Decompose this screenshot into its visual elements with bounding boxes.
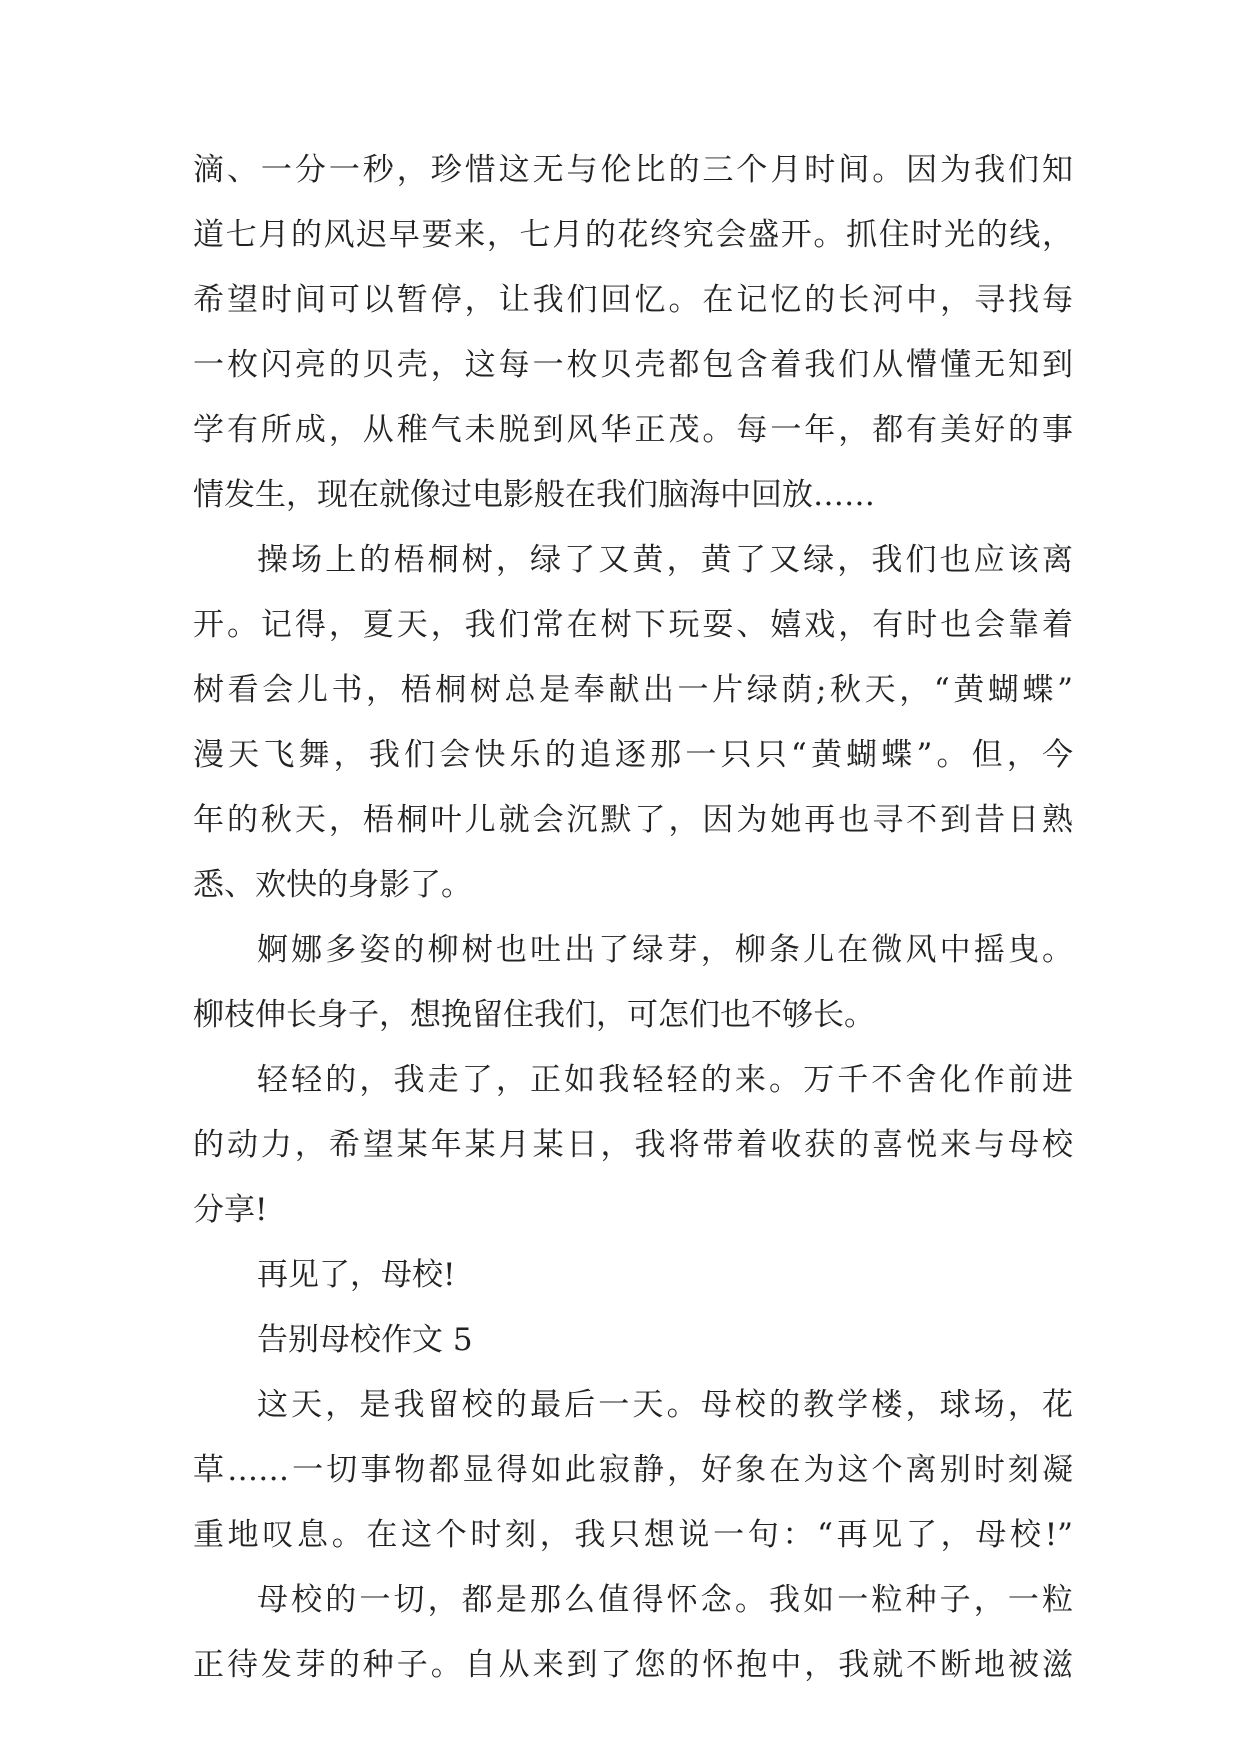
text-line: 的动力，希望某年某月某日，我将带着收获的喜悦来与母校 [193, 1127, 1073, 1163]
text-line: 滴、一分一秒，珍惜这无与伦比的三个月时间。因为我们知 [193, 152, 1073, 188]
text-line: 树看会儿书，梧桐树总是奉献出一片绿荫;秋天，“黄蝴蝶” [193, 672, 1073, 708]
text-line: 漫天飞舞，我们会快乐的追逐那一只只“黄蝴蝶”。但，今 [193, 737, 1073, 773]
text-line: 分享! [193, 1192, 268, 1228]
text-line: 重地叹息。在这个时刻，我只想说一句：“再见了，母校!” [193, 1517, 1073, 1553]
text-line: 一枚闪亮的贝壳，这每一枚贝壳都包含着我们从懵懂无知到 [193, 347, 1073, 383]
text-line: 婀娜多姿的柳树也吐出了绿芽，柳条儿在微风中摇曳。 [257, 932, 1073, 968]
text-line: 悉、欢快的身影了。 [193, 867, 472, 903]
text-line: 母校的一切，都是那么值得怀念。我如一粒种子，一粒 [257, 1582, 1073, 1618]
text-line: 情发生，现在就像过电影般在我们脑海中回放…… [193, 477, 875, 513]
text-line: 年的秋天，梧桐叶儿就会沉默了，因为她再也寻不到昔日熟 [193, 802, 1073, 838]
text-line: 柳枝伸长身子，想挽留住我们，可怎们也不够长。 [193, 997, 875, 1033]
document-body [193, 138, 1073, 1698]
text-line: 草……一切事物都显得如此寂静，好象在为这个离别时刻凝 [193, 1452, 1073, 1488]
text-line: 再见了，母校! [257, 1257, 456, 1293]
text-line: 轻轻的，我走了，正如我轻轻的来。万千不舍化作前进 [257, 1062, 1073, 1098]
text-line: 这天，是我留校的最后一天。母校的教学楼，球场，花 [257, 1387, 1073, 1423]
text-line: 道七月的风迟早要来，七月的花终究会盛开。抓住时光的线， [193, 217, 1073, 253]
text-line: 操场上的梧桐树，绿了又黄，黄了又绿，我们也应该离 [257, 542, 1073, 578]
text-line: 学有所成，从稚气未脱到风华正茂。每一年，都有美好的事 [193, 412, 1073, 448]
text-line: 开。记得，夏天，我们常在树下玩耍、嬉戏，有时也会靠着 [193, 607, 1073, 643]
text-line: 正待发芽的种子。自从来到了您的怀抱中，我就不断地被滋 [193, 1647, 1073, 1683]
text-line: 希望时间可以暂停，让我们回忆。在记忆的长河中，寻找每 [193, 282, 1073, 318]
text-line: 告别母校作文 5 [257, 1322, 473, 1358]
